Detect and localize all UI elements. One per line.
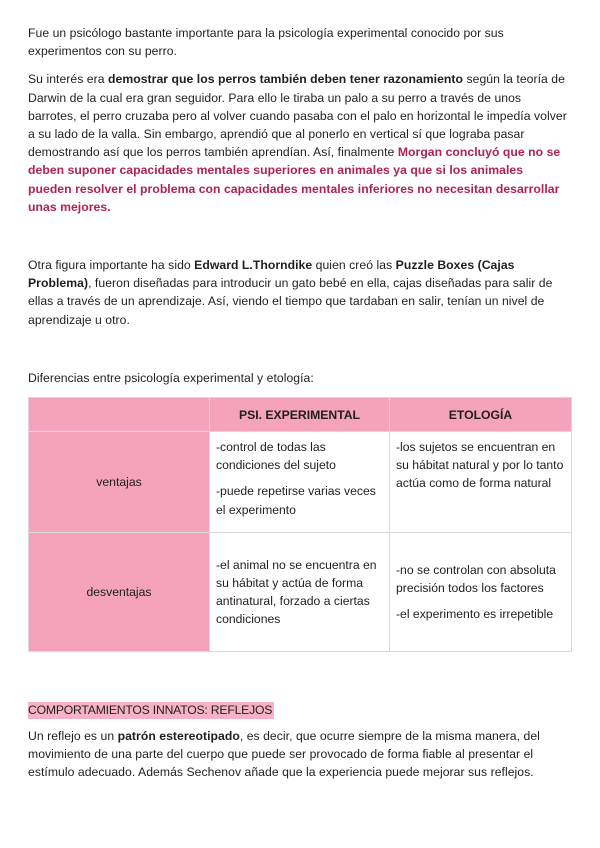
cell-item: -puede repetirse varias veces el experimento: [216, 484, 376, 517]
cell-item: -el experimento es irrepetible: [396, 607, 554, 622]
paragraph-intro: Fue un psicólogo bastante importante para la psicología experimental conocido por sus experimentos con su perro.: [28, 26, 504, 59]
highlight-conclusion: Morgan concluyó que no se deben suponer capacidades mentales superiores en animales ya que si los animales pueden resolver el problema con capacidades mentales inferiores no necesitan desarrollar unas mejores: [28, 145, 561, 214]
text-span: según la teoría de Darwin de la cual era gran seguidor. Para ello le tiraba un palo a su perro a través de unos barrotes, el perro cruzaba pero al volver cuando pasaba con el palo en horizontal le impedía volver a su lado de la valla. Sin embargo, aprendió que al ponerlo en vertical sí que lograba pasar demostrando así que los perros también aprendían. Así, finalmente: [28, 72, 567, 160]
text-span: , fueron diseñadas para introducir un gato bebé en ella, cajas diseñadas para salir de ellas a través de un aprendizaje. Así, viendo el tiempo que tardaban en salir, tenían un nivel de aprendizaje u otro.: [28, 276, 553, 327]
header-etologia: ETOLOGÍA: [390, 398, 572, 432]
bold-term: patrón estereotipado: [117, 729, 240, 744]
table-cell: [210, 533, 390, 652]
table-header-row: [29, 398, 572, 432]
comparison-table: [28, 397, 572, 652]
table-cell: [210, 432, 390, 533]
paragraph-reflejo: [28, 727, 570, 782]
cell-item: -los sujetos se encuentran en su hábitat natural y por lo tanto actúa como de forma natural: [396, 440, 564, 491]
text-span: , es decir, que ocurre siempre de la misma manera, del movimiento de una parte del cuerpo que puede ser provocado de forma fiable al presentar el estímulo adecuado. Además Sechenov añade que la experiencia puede mejorar sus reflejos.: [28, 729, 540, 780]
row-label-ventajas: ventajas: [29, 432, 210, 533]
header-psi-experimental: PSI. EXPERIMENTAL: [210, 398, 390, 432]
text-span: Otra figura importante ha sido: [28, 258, 195, 273]
bold-term: Puzzle Boxes (Cajas Problema): [28, 258, 515, 291]
table-caption: Diferencias entre psicología experimental y etología:: [28, 370, 314, 385]
cell-item: -no se controlan con absoluta precisión todos los factores: [396, 562, 556, 595]
header-empty-cell: [29, 398, 210, 432]
bold-name: Edward L.Thorndike: [194, 258, 313, 273]
row-label-desventajas: desventajas: [29, 533, 210, 652]
text-span: Su interés era: [28, 72, 109, 87]
paragraph-thorndike: [28, 256, 570, 329]
table-cell: [390, 432, 572, 533]
document-page: [28, 24, 570, 782]
text-span: Un reflejo es un: [28, 729, 118, 744]
cell-item: -el animal no se encuentra en su hábitat y actúa de forma antinatural, forzado a ciertas condiciones: [216, 557, 377, 627]
text-span: .: [107, 199, 111, 214]
table-row: [29, 432, 572, 533]
section-heading-reflejos: COMPORTAMIENTOS INNATOS: REFLEJOS: [28, 703, 273, 718]
text-span: quien creó las: [312, 258, 396, 273]
cell-item: -control de todas las condiciones del sujeto: [216, 440, 336, 473]
paragraph-morgan: [28, 70, 570, 216]
bold-phrase: demostrar que los perros también deben tener razonamiento: [108, 72, 464, 87]
table-cell: [390, 533, 572, 652]
table-row: [29, 533, 572, 652]
